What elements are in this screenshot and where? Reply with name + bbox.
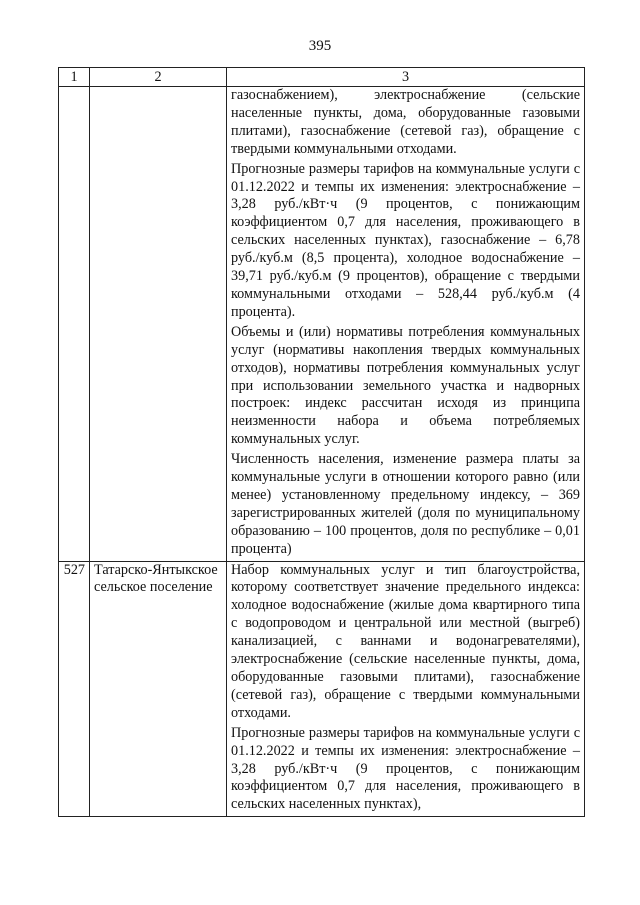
settlement-name: Татарско-Янтыкское сельское поселение (90, 561, 227, 817)
page-number: 395 (308, 38, 332, 54)
settlement-name (90, 87, 227, 562)
header-col-2: 2 (90, 68, 227, 87)
header-col-1: 1 (59, 68, 90, 87)
content-paragraph: Прогнозные размеры тарифов на коммунальные услуги с 01.12.2022 и темпы их изменения: электроснабжение – 3,28 руб./кВт·ч (9 процентов, с понижающим коэффициентом 0,7 для населения, проживающего в сельских населенных пунктах), газоснабжение – 6,78 руб./куб.м (8,5 процента), холодное водоснабжение – 39,71 руб./куб.м (9 процентов), обращение с твердыми коммунальными отходами – 528,44 руб./куб.м (4 процента). (231, 160, 580, 320)
header-col-3: 3 (227, 68, 585, 87)
tariff-table (58, 67, 585, 817)
content-paragraph: Численность населения, изменение размера платы за коммунальные услуги в отношении которого равно (или менее) установленному предельному индексу, – 369 зарегистрированных жителей (доля по муниципальному образованию – 100 процентов, доля по республике – 0,01 процента) (231, 451, 580, 557)
row-content (227, 561, 585, 817)
content-paragraph: газоснабжением), электроснабжение (сельские населенные пункты, дома, оборудованные газовыми плитами), газоснабжение (сетевой газ), обращение с твердыми коммунальными отходами. (231, 87, 580, 157)
row-number (59, 87, 90, 562)
content-paragraph: Прогнозные размеры тарифов на коммунальные услуги с 01.12.2022 и темпы их изменения: электроснабжение – 3,28 руб./кВт·ч (9 процентов, с понижающим коэффициентом 0,7 для населения, проживающего в сельских населенных пунктах), (231, 724, 580, 813)
content-paragraph: Объемы и (или) нормативы потребления коммунальных услуг (нормативы накопления твердых коммунальных отходов), нормативы потребления коммунальных услуг при использовании земельного участка и надворных построек: индекс рассчитан исходя из принципа неизменности набора и объема потребляемых коммунальных услуг. (231, 323, 580, 448)
table-header (59, 68, 585, 87)
content-paragraph: Набор коммунальных услуг и тип благоустройства, которому соответствует значение предельного индекса: холодное водоснабжение (жилые дома квартирного типа с водопроводом и центральной или местной (выгреб) канализацией, с ваннами и водонагревателями), электроснабжение (сельские населенные пункты, дома, оборудованные газовыми плитами), газоснабжение (сетевой газ), обращение с твердыми коммунальными отходами. (231, 561, 580, 721)
table-row (59, 561, 585, 817)
row-number: 527 (59, 561, 90, 817)
table-row (59, 87, 585, 562)
row-content (227, 87, 585, 562)
